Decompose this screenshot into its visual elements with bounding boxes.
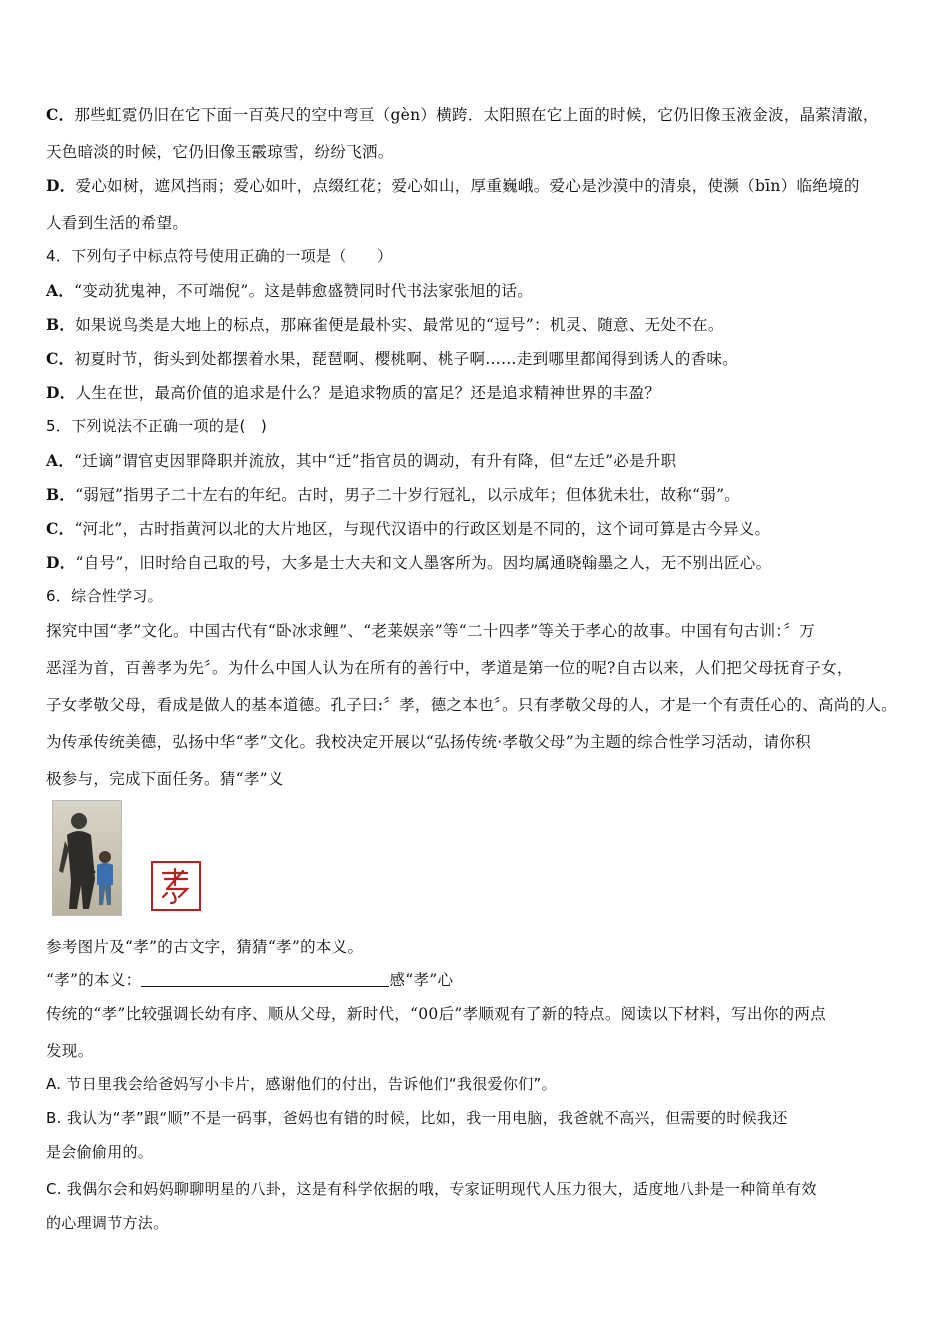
q5-option-a [46,449,916,471]
option-label: D． [46,553,76,572]
answer-blank[interactable] [141,972,389,987]
option-label: C． [46,349,75,368]
q4-option-c [46,347,916,369]
option-text: 爱心如树，遮风挡雨；爱心如叶，点缀红花；爱心如山，厚重巍峨。爱心是沙漠中的清泉，使濒（bīn）临绝境的 [75,177,860,195]
option-label: B． [46,315,76,334]
photo-illustration [53,801,121,915]
option-text: 人生在世，最高价值的追求是什么？是追求物质的富足？还是追求精神世界的丰盈？ [75,384,661,402]
option-text: “自号”，旧时给自己取的号，大多是士大夫和文人墨客所为。因均属通晓翰墨之人，无不别出匠心。 [75,554,772,572]
option-label: B． [46,485,76,504]
option-text: “迁谪”谓官吏因罪降职并流放，其中“迁”指官员的调动，有升有降，但“左迁”必是升职 [74,452,677,470]
option-d-line-2: 人看到生活的希望。 [46,214,189,232]
option-text: “河北”，古时指黄河以北的大片地区，与现代汉语中的行政区划是不同的，这个词可算是古今异义。 [74,520,771,538]
option-label: A． [46,281,75,300]
option-text: “弱冠”指男子二十左右的年纪。古时，男子二十岁行冠礼，以示成年；但体犹未壮，故称“弱”。 [75,486,741,504]
q4-option-b [46,313,916,335]
task-line-2: 发现。 [46,1042,94,1060]
meaning-label: “孝”的本义： [46,971,142,989]
passage-line-5: 极参与，完成下面任务。猜“孝”义 [46,770,284,788]
option-text: “变动犹鬼神，不可端倪”。这是韩愈盛赞同时代书法家张旭的话。 [74,282,533,300]
option-label: D． [46,176,76,195]
q5-option-b [46,483,916,505]
q4-option-a [46,279,916,301]
question-4: 4．下列句子中标点符号使用正确的一项是（ ） [46,247,393,265]
q4-option-d [46,381,916,403]
option-label: C． [46,519,75,538]
option-text: 那些虹霓仍旧在它下面一百英尺的空中弯亘（gèn）横跨．太阳照在它上面的时候，它仍旧像玉液金波，晶萦清澈， [74,106,879,124]
seal-glyph [153,863,199,909]
meaning-answer-line [46,968,916,990]
option-d-line-1 [46,174,916,196]
passage-line-1: 探究中国“孝”文化。中国古代有“卧冰求鲤”、“老莱娱亲”等“二十四孝”等关于孝心的故事。中国有句古训：〞万 [46,622,816,640]
passage-line-3: 子女孝敬父母，看成是做人的基本道德。孔子曰:〞孝，德之本也〞。只有孝敬父母的人，才是一个有责任心的、高尚的人。 [46,696,897,714]
option-text: 如果说鸟类是大地上的标点，那麻雀便是最朴实、最常见的“逗号”：机灵、随意、无处不在。 [75,316,724,334]
q5-option-d [46,551,916,573]
ancient-xiao-character-seal [151,861,201,911]
reference-prompt: 参考图片及“孝”的古文字，猜猜“孝”的本义。 [46,938,364,956]
material-c-line-1: C. 我偶尔会和妈妈聊聊明星的八卦，这是有科学依据的哦，专家证明现代人压力很大，适度地八卦是一种简单有效 [46,1180,817,1198]
option-text: 初夏时节，街头到处都摆着水果，琵琶啊、樱桃啊、桃子啊……走到哪里都闻得到诱人的香味。 [74,350,739,368]
material-a: A. 节日里我会给爸妈写小卡片，感谢他们的付出，告诉他们“我很爱你们”。 [46,1075,557,1093]
material-b-line-2: 是会偷偷用的。 [46,1143,154,1161]
question-6: 6．综合性学习。 [46,587,163,605]
option-c-line-1 [46,103,916,125]
question-5: 5．下列说法不正确一项的是( ) [46,417,268,435]
option-c-line-2: 天色暗淡的时候，它仍旧像玉霰琼雪，纷纷飞洒。 [46,143,394,161]
section-title: 感“孝”心 [389,971,454,989]
option-label: D． [46,383,76,402]
task-line-1: 传统的“孝”比较强调长幼有序、顺从父母，新时代，“00后”孝顺观有了新的特点。阅读以下材料，写出你的两点 [46,1005,827,1023]
material-c-line-2: 的心理调节方法。 [46,1214,169,1232]
option-label: A． [46,451,75,470]
passage-line-2: 恶淫为首，百善孝为先〞。为什么中国人认为在所有的善行中，孝道是第一位的呢?自古以来，人们把父母抚育子女， [46,659,853,677]
option-label: C． [46,105,75,124]
material-b-line-1: B. 我认为“孝”跟“顺”不是一码事，爸妈也有错的时候，比如，我一用电脑，我爸就不高兴，但需要的时候我还 [46,1109,788,1127]
q5-option-c [46,517,916,539]
elder-child-photo [52,800,122,916]
passage-line-4: 为传承传统美德，弘扬中华“孝”文化。我校决定开展以“弘扬传统·孝敬父母”为主题的综合性学习活动，请你积 [46,733,811,751]
